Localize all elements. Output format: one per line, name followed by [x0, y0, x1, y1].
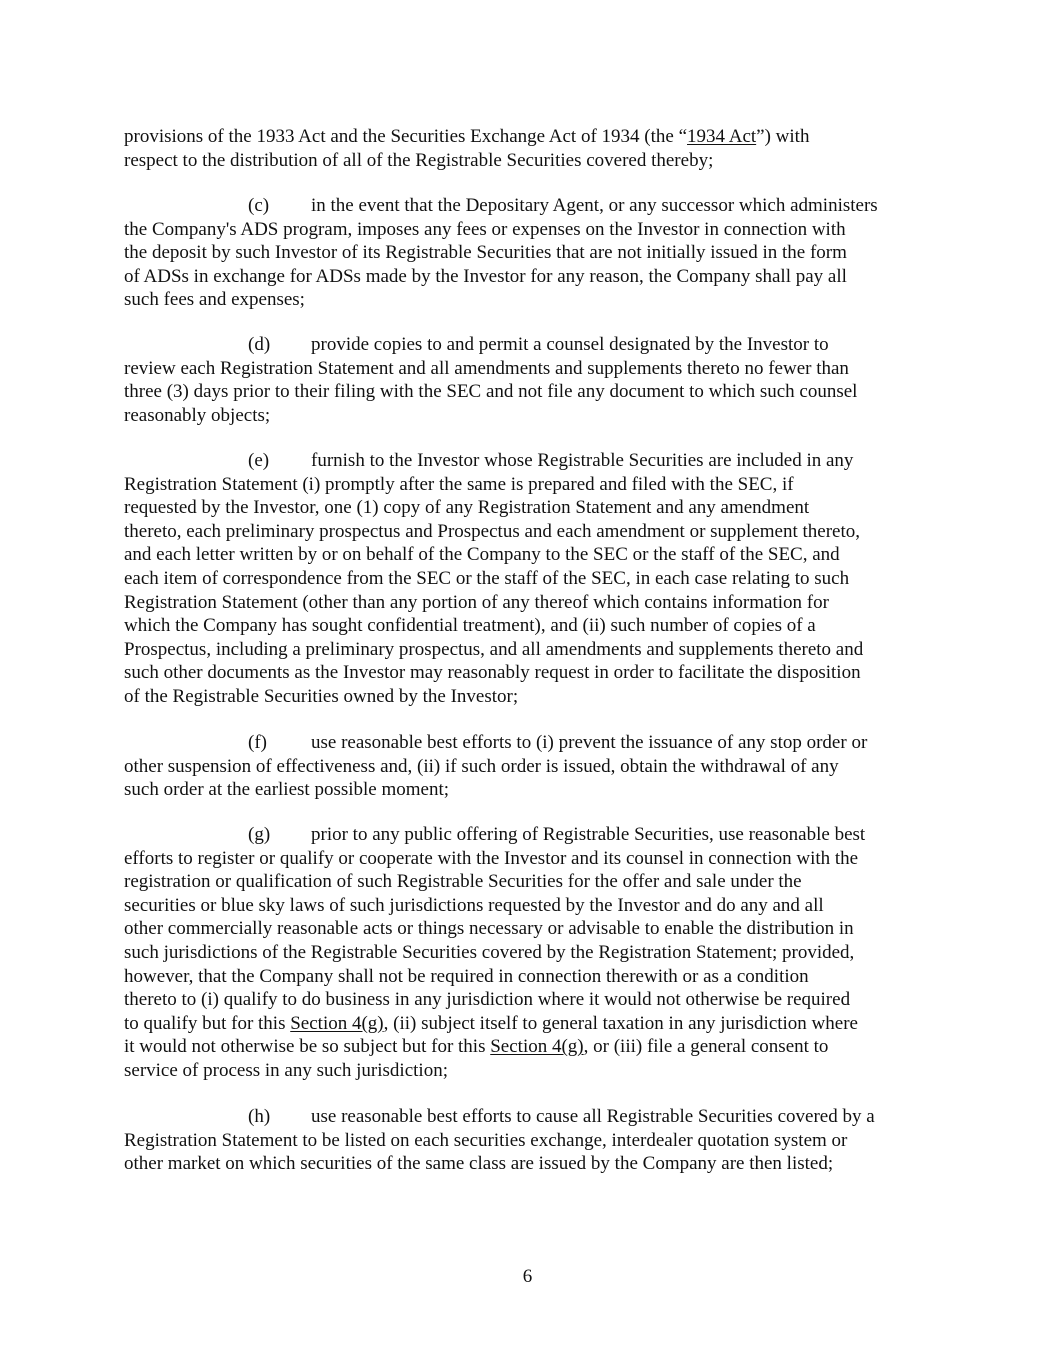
- clause-label: (g): [248, 824, 271, 845]
- clause-g: [124, 823, 936, 1083]
- text-run: , or (iii) file a general consent to: [583, 1036, 829, 1058]
- text-line: such fees and expenses;: [124, 289, 305, 311]
- text-line: registration or qualification of such Registrable Securities for the offer and sale under the: [124, 871, 802, 893]
- text-line: such order at the earliest possible moment;: [124, 779, 450, 801]
- text-line: Registration Statement to be listed on each securities exchange, interdealer quotation system or: [124, 1129, 848, 1151]
- text-line: securities or blue sky laws of such jurisdictions requested by the Investor and do any and all: [124, 894, 824, 916]
- text-line: [124, 1035, 936, 1059]
- text-line: the deposit by such Investor of its Registrable Securities that are not initially issued in the form: [124, 242, 847, 264]
- text-line: [124, 333, 936, 357]
- text-run: in the event that the Depositary Agent, or any successor which administers: [311, 195, 878, 216]
- text-line: which the Company has sought confidential treatment), and (ii) such number of copies of a: [124, 615, 816, 637]
- clause-c: [124, 194, 936, 312]
- text-line: [124, 194, 936, 218]
- clause-e: [124, 449, 936, 709]
- text-line: respect to the distribution of all of the Registrable Securities covered thereby;: [124, 149, 714, 171]
- clause-label: (h): [248, 1106, 271, 1127]
- text-line: and each letter written by or on behalf of the Company to the SEC or the staff of the SEC, and: [124, 544, 840, 566]
- text-line: other suspension of effectiveness and, (ii) if such order is issued, obtain the withdrawal of any: [124, 755, 839, 777]
- clause-h: [124, 1105, 936, 1176]
- text-line: review each Registration Statement and all amendments and supplements thereto no fewer than: [124, 357, 849, 379]
- text-line: other commercially reasonable acts or things necessary or advisable to enable the distribution in: [124, 918, 854, 940]
- text-run: provisions of the 1933 Act and the Securities Exchange Act of 1934 (the “: [124, 126, 688, 147]
- text-run: to qualify but for this: [124, 1012, 291, 1034]
- intro-paragraph: [124, 125, 936, 172]
- text-line: efforts to register or qualify or cooperate with the Investor and its counsel in connection with the: [124, 847, 859, 869]
- text-line: of ADSs in exchange for ADSs made by the Investor for any reason, the Company shall pay all: [124, 265, 847, 287]
- text-line: thereto to (i) qualify to do business in any jurisdiction where it would not otherwise be required: [124, 989, 851, 1011]
- clause-label: (d): [248, 334, 271, 355]
- defined-term-1934-act: 1934 Act: [687, 126, 757, 147]
- text-run: use reasonable best efforts to (i) prevent the issuance of any stop order or: [311, 732, 868, 753]
- page-number: 6: [522, 1266, 533, 1287]
- text-line: [124, 823, 936, 847]
- section-4g-reference: Section 4(g): [490, 1036, 584, 1058]
- text-line: thereto, each preliminary prospectus and Prospectus and each amendment or supplement thereto,: [124, 520, 860, 542]
- text-line: however, that the Company shall not be required in connection therewith or as a condition: [124, 965, 809, 987]
- text-run: furnish to the Investor whose Registrable Securities are included in any: [311, 450, 854, 471]
- text-line: other market on which securities of the same class are issued by the Company are then listed;: [124, 1153, 834, 1175]
- text-line: Registration Statement (other than any portion of any thereof which contains information for: [124, 591, 829, 613]
- text-line: [124, 1012, 936, 1036]
- text-run: it would not otherwise be so subject but for this: [124, 1036, 491, 1058]
- text-line: [124, 449, 936, 473]
- clause-d: [124, 333, 936, 427]
- text-line: reasonably objects;: [124, 404, 271, 426]
- text-line: three (3) days prior to their filing with the SEC and not file any document to which such counsel: [124, 381, 858, 403]
- text-line: such other documents as the Investor may reasonably request in order to facilitate the disposition: [124, 662, 861, 684]
- text-line: Registration Statement (i) promptly after the same is prepared and filed with the SEC, if: [124, 473, 794, 495]
- clause-label: (e): [248, 450, 270, 471]
- text-line: [124, 1105, 936, 1129]
- clause-label: (f): [248, 732, 267, 753]
- text-line: requested by the Investor, one (1) copy of any Registration Statement and any amendment: [124, 497, 810, 519]
- text-line: Prospectus, including a preliminary prospectus, and all amendments and supplements thereto and: [124, 638, 864, 660]
- text-line: each item of correspondence from the SEC or the staff of the SEC, in each case relating to such: [124, 567, 850, 589]
- text-line: of the Registrable Securities owned by the Investor;: [124, 685, 519, 707]
- text-run: provide copies to and permit a counsel designated by the Investor to: [311, 334, 829, 355]
- text-line: [124, 731, 936, 755]
- text-run: , (ii) subject itself to general taxation in any jurisdiction where: [383, 1012, 858, 1034]
- text-line: the Company's ADS program, imposes any fees or expenses on the Investor in connection with: [124, 218, 846, 240]
- text-line: service of process in any such jurisdiction;: [124, 1059, 448, 1081]
- section-4g-reference: Section 4(g): [290, 1012, 384, 1034]
- text-run: ”) with: [756, 126, 810, 147]
- text-line: such jurisdictions of the Registrable Securities covered by the Registration Statement; provided,: [124, 941, 855, 963]
- clause-label: (c): [248, 195, 270, 216]
- text-line: [124, 125, 936, 149]
- text-run: use reasonable best efforts to cause all Registrable Securities covered by a: [311, 1106, 875, 1127]
- clause-f: [124, 731, 936, 802]
- text-run: prior to any public offering of Registrable Securities, use reasonable best: [311, 824, 866, 845]
